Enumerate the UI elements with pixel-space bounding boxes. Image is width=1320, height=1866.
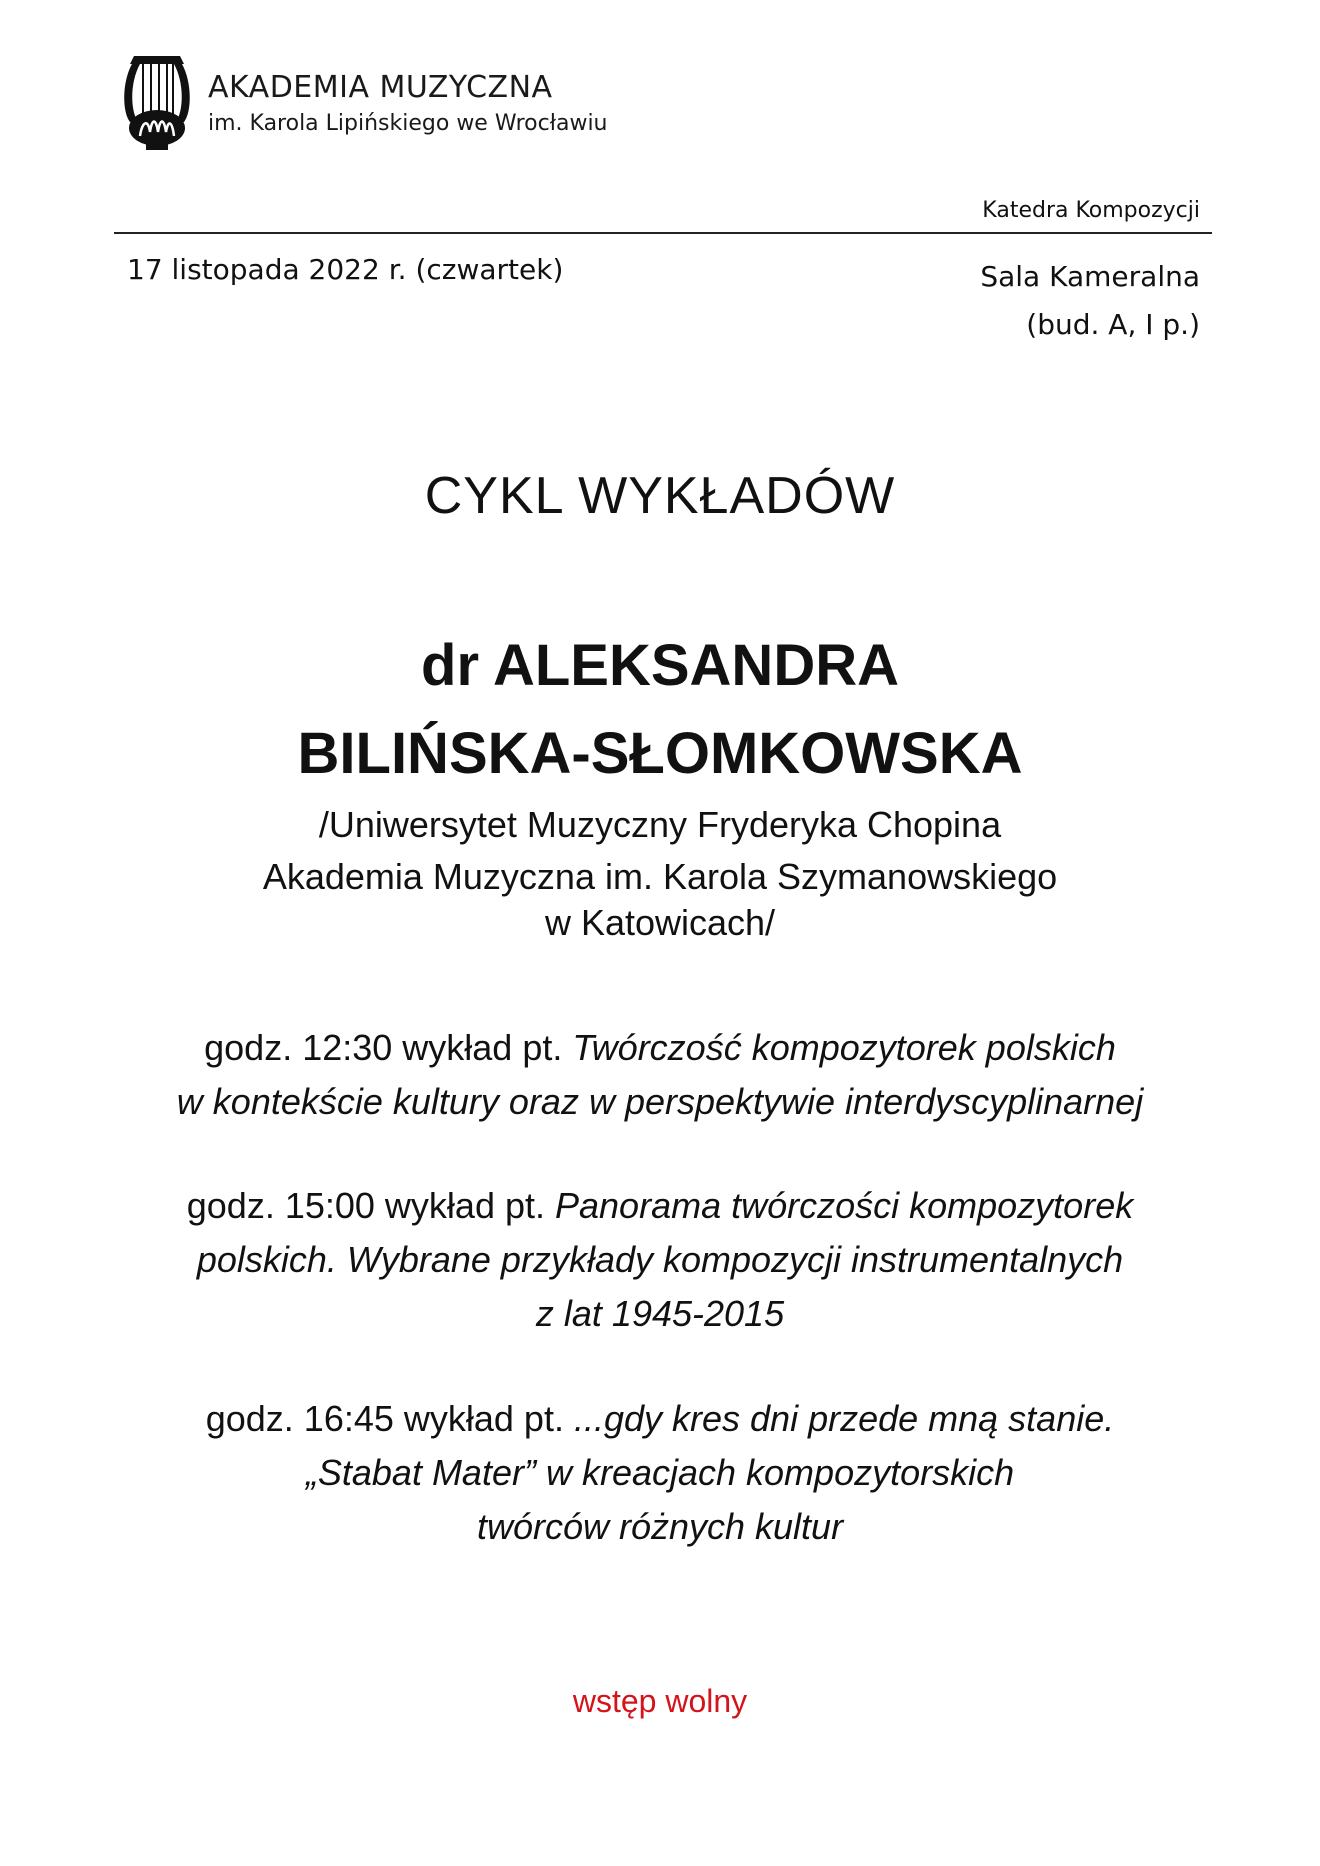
lecture-3 [0,1392,1320,1554]
header-divider [114,232,1212,234]
lecture-2-title-line-3: z lat 1945-2015 [535,1293,785,1334]
speaker-name-line-2: BILIŃSKA-SŁOMKOWSKA [297,721,1023,786]
admission-note: wstęp wolny [572,1683,748,1719]
lecture-1-title-line-1: Twórczość kompozytorek polskich [572,1027,1116,1068]
lecture-2-time: godz. 15:00 wykład pt. [186,1185,555,1226]
series-title: CYKL WYKŁADÓW [424,467,896,525]
lecture-3-title-line-3: twórców różnych kultur [476,1506,844,1547]
lecture-1-time: godz. 12:30 wykład pt. [204,1027,573,1068]
lecture-3-time: godz. 16:45 wykład pt. [205,1398,574,1439]
lecture-1 [0,1021,1320,1129]
event-date: 17 listopada 2022 r. (czwartek) [127,253,564,286]
affiliation-line-2: Akademia Muzyczna im. Karola Szymanowskiego [262,856,1058,897]
affiliation-line-1: /Uniwersytet Muzyczny Fryderyka Chopina [318,804,1002,845]
venue-line-1: Sala Kameralna [980,260,1200,293]
speaker-name [0,622,1320,798]
event-venue [980,253,1200,349]
lecture-2-title-line-1: Panorama twórczości kompozytorek [555,1185,1134,1226]
lecture-3-title-line-2: „Stabat Mater” w kreacjach kompozytorskich [305,1452,1015,1493]
institution-name: AKADEMIA MUZYCZNA [208,70,553,105]
institution-subname: im. Karola Lipińskiego we Wrocławiu [208,111,608,136]
speaker-affiliation [0,799,1320,943]
department-name: Katedra Kompozycji [982,198,1200,223]
speaker-name-line-1: dr ALEKSANDRA [421,633,899,698]
venue-line-2: (bud. A, I p.) [1026,308,1200,341]
lyre-logo-icon [120,52,194,152]
lecture-3-title-line-1: ...gdy kres dni przede mną stanie. [573,1398,1115,1439]
affiliation-line-3: w Katowicach/ [544,902,776,943]
lecture-2-title-line-2: polskich. Wybrane przykłady kompozycji instrumentalnych [196,1239,1124,1280]
lecture-1-title-line-2: w kontekście kultury oraz w perspektywie interdyscyplinarnej [176,1081,1144,1122]
lecture-2 [0,1179,1320,1341]
